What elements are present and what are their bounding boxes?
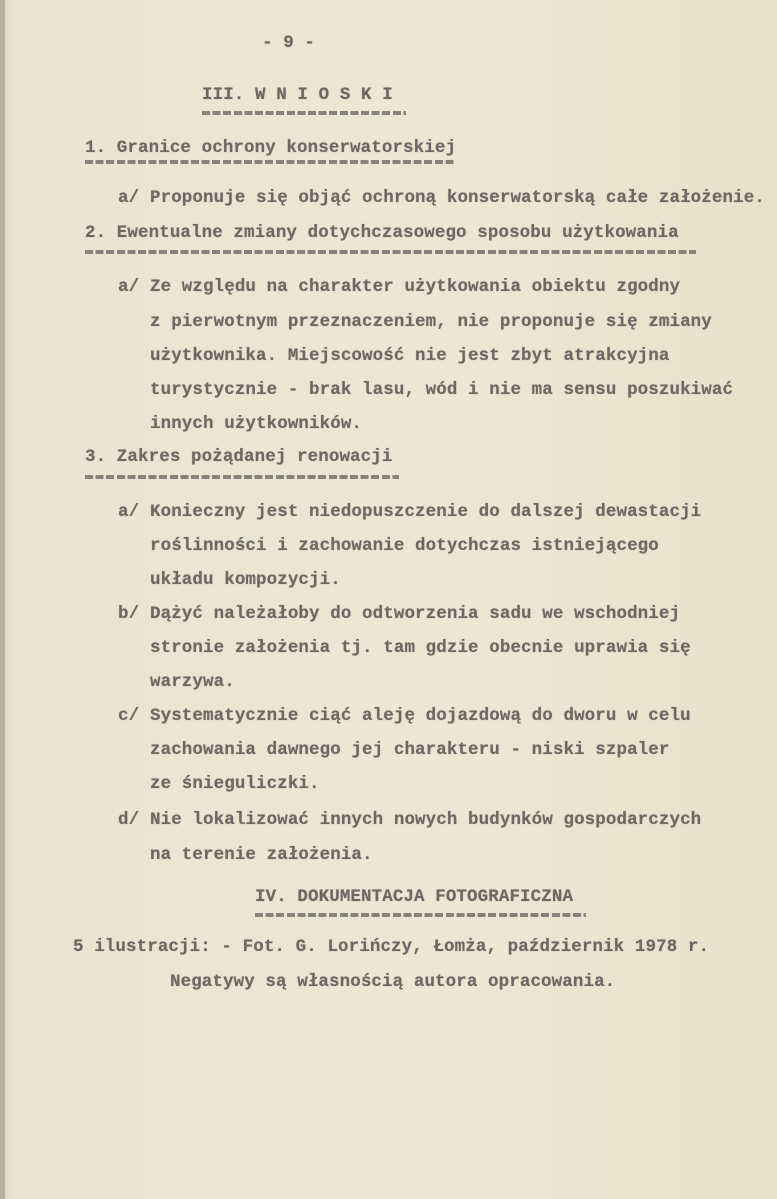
point-text: Ze względu na charakter użytkowania obiektu zgodny: [150, 277, 681, 297]
point-label: a/: [118, 188, 140, 208]
negatives-note: Negatywy są własnością autora opracowania.: [170, 972, 616, 992]
photo-credit: 5 ilustracji: - Fot. G. Lorińczy, Łomża, październik 1978 r.: [73, 937, 710, 957]
item-2-title: 2. Ewentualne zmiany dotychczasowego sposobu użytkowania: [85, 223, 679, 243]
heading-underline: [202, 111, 406, 115]
point-text: roślinności i zachowanie dotychczas istniejącego: [150, 536, 659, 556]
point-label: a/: [118, 502, 140, 522]
point-text: Systematycznie ciąć aleję dojazdową do dworu w celu: [150, 706, 691, 726]
item-3-underline: [85, 475, 399, 479]
point-text: zachowania dawnego jej charakteru - niski szpaler: [150, 740, 670, 760]
point-text: Konieczny jest niedopuszczenie do dalszej dewastacji: [150, 502, 702, 522]
item-3-title: 3. Zakres pożądanej renowacji: [85, 447, 393, 467]
point-text: ze śnieguliczki.: [150, 774, 320, 794]
point-text: innych użytkowników.: [150, 414, 363, 434]
item-3c: [118, 706, 691, 726]
point-text: Nie lokalizować innych nowych budynków gospodarczych: [150, 810, 702, 830]
item-2a: [118, 277, 680, 297]
point-text: użytkownika. Miejscowość nie jest zbyt atrakcyjna: [150, 346, 670, 366]
page-number: - 9 -: [262, 33, 316, 53]
item-3d: [118, 810, 701, 830]
point-label: b/: [118, 604, 140, 624]
point-text: z pierwotnym przeznaczeniem, nie proponuje się zmiany: [150, 312, 712, 332]
point-label: a/: [118, 277, 140, 297]
point-text: Dążyć należałoby do odtworzenia sadu we wschodniej: [150, 604, 681, 624]
point-text: na terenie założenia.: [150, 845, 373, 865]
section-3-heading: III. W N I O S K I: [202, 85, 393, 105]
section-4-underline: [255, 913, 586, 917]
item-3b: [118, 604, 680, 624]
section-4-heading: IV. DOKUMENTACJA FOTOGRAFICZNA: [255, 887, 574, 907]
item-1a: [118, 188, 765, 208]
item-2-underline: [85, 250, 696, 254]
item-1-title: 1. Granice ochrony konserwatorskiej: [85, 138, 457, 158]
point-label: d/: [118, 810, 140, 830]
point-text: Proponuje się objąć ochroną konserwatorską całe założenie.: [150, 188, 765, 208]
point-text: układu kompozycji.: [150, 570, 341, 590]
item-3a: [118, 502, 701, 522]
item-1-underline: [85, 160, 456, 164]
point-text: warzywa.: [150, 672, 235, 692]
point-label: c/: [118, 706, 140, 726]
page-edge: [0, 0, 5, 1199]
point-text: turystycznie - brak lasu, wód i nie ma sensu poszukiwać: [150, 380, 734, 400]
point-text: stronie założenia tj. tam gdzie obecnie uprawia się: [150, 638, 691, 658]
